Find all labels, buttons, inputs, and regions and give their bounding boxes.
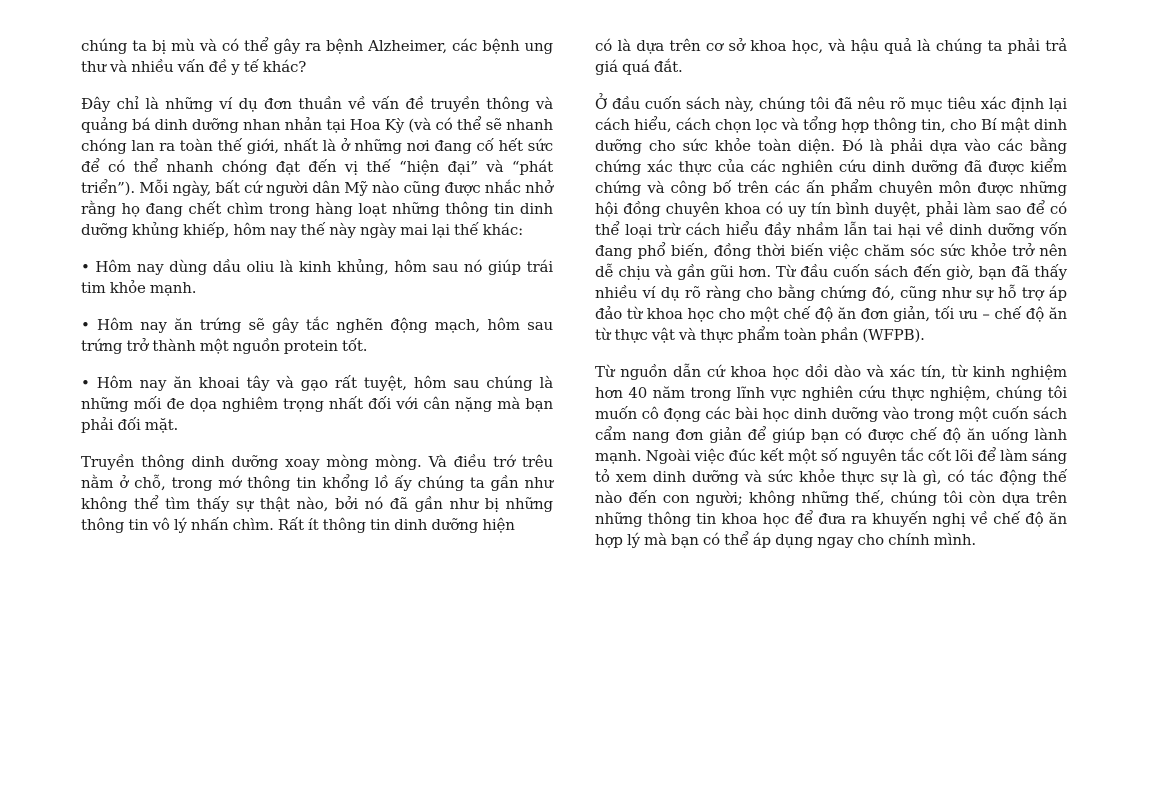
paragraph: Đây chỉ là những ví dụ đơn thuần về vấn đề truyền thông và quảng bá dinh dưỡng nhan nhản tại Hoa Kỳ (và có thể sẽ nhanh chóng lan ra toàn thế giới, nhất là ở những nơi đang cố hết sức để có thể nhanh chóng đạt đến vị thế “hiện đại” và “phát triển”). Mỗi ngày, bất cứ người dân Mỹ nào cũng được nhắc nhở rằng họ đang chết chìm trong hàng loạt những thông tin dinh dưỡng khủng khiếp, hôm nay thế này ngày mai lại thế khác: [81,95,553,239]
paragraph: Truyền thông dinh dưỡng xoay mòng mòng. Và điều trớ trêu nằm ở chỗ, trong mớ thông tin khổng lồ ấy chúng ta gần như không thể tìm thấy sự thật nào, bởi nó đã gần như bị những thông tin vô lý nhấn chìm. Rất ít thông tin dinh dưỡng hiện [81,453,553,534]
bullet-item: • Hôm nay dùng dầu oliu là kinh khủng, hôm sau nó giúp trái tim khỏe mạnh. [81,258,553,297]
paragraph: Ở đầu cuốn sách này, chúng tôi đã nêu rõ mục tiêu xác định lại cách hiểu, cách chọn lọc và tổng hợp thông tin, cho Bí mật dinh dưỡng cho sức khỏe toàn diện. Đó là phải dựa vào các bằng chứng xác thực của các nghiên cứu dinh dưỡng đã được kiểm chứng và công bố trên các ấn phẩm chuyên môn được những hội đồng chuyên khoa có uy tín bình duyệt, phải làm sao để có thể loại trừ cách hiểu đầy nhầm lẫn tai hại về dinh dưỡng vốn đang phổ biến, đồng thời biến việc chăm sóc sức khỏe trở nên dễ chịu và gần gũi hơn. Từ đầu cuốn sách đến giờ, bạn đã thấy nhiều ví dụ rõ ràng cho bằng chứng đó, cũng như sự hỗ trợ áp đảo từ khoa học cho một chế độ ăn đơn giản, tối ưu – chế độ ăn từ thực vật và thực phẩm toàn phần (WFPB). [595,95,1067,344]
bullet-item: • Hôm nay ăn trứng sẽ gây tắc nghẽn động mạch, hôm sau trứng trở thành một nguồn protein tốt. [81,316,553,355]
left-column [81,36,553,552]
right-column [595,36,1067,567]
paragraph: có là dựa trên cơ sở khoa học, và hậu quả là chúng ta phải trả giá quá đắt. [595,37,1067,76]
paragraph: Từ nguồn dẫn cứ khoa học dồi dào và xác tín, từ kinh nghiệm hơn 40 năm trong lĩnh vực nghiên cứu thực nghiệm, chúng tôi muốn cô đọng các bài học dinh dưỡng vào trong một cuốn sách cẩm nang đơn giản để giúp bạn có được chế độ ăn uống lành mạnh. Ngoài việc đúc kết một số nguyên tắc cốt lõi để làm sáng tỏ xem dinh dưỡng và sức khỏe thực sự là gì, có tác động thế nào đến con người; không những thế, chúng tôi còn dựa trên những thông tin khoa học để đưa ra khuyến nghị về chế độ ăn hợp lý mà bạn có thể áp dụng ngay cho chính mình. [595,363,1067,549]
paragraph: chúng ta bị mù và có thể gây ra bệnh Alzheimer, các bệnh ung thư và nhiều vấn đề y tế khác? [81,37,553,76]
bullet-item: • Hôm nay ăn khoai tây và gạo rất tuyệt, hôm sau chúng là những mối đe dọa nghiêm trọng nhất đối với cân nặng mà bạn phải đối mặt. [81,374,553,434]
